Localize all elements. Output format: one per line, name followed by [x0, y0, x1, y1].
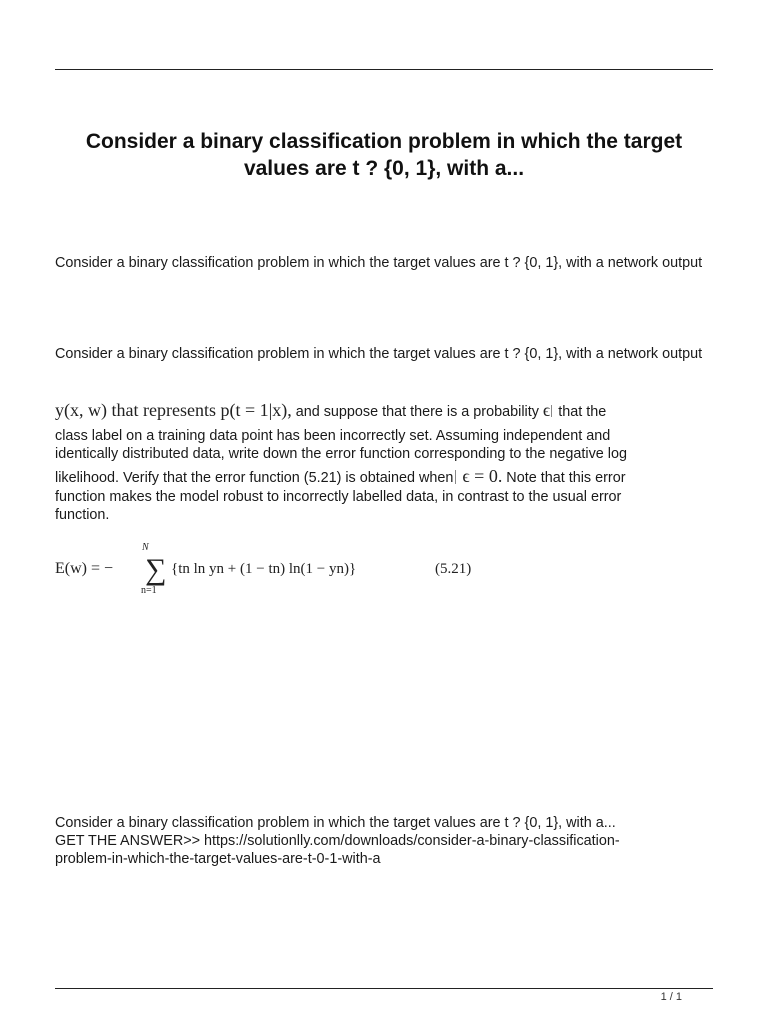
intro-paragraph: Consider a binary classification problem in which the target values are t ? {0, 1}, with a network output [55, 255, 703, 271]
question-line-4 [55, 466, 625, 487]
question-line-4a: likelihood. Verify that the error function (5.21) is obtained when [55, 470, 454, 486]
summation-sign: ∑ [145, 553, 167, 586]
equation-5-21-image [55, 540, 495, 596]
answer-title-line: Consider a binary classification problem in which the target values are t ? {0, 1}, with a... [55, 815, 616, 831]
question-text-a: and suppose that there is a probability [291, 404, 543, 420]
answer-link-line-2[interactable]: problem-in-which-the-target-values-are-t-0-1-with-a [55, 851, 381, 867]
output-formula-image: y(x, w) that represents p(t = 1|x), [55, 400, 292, 420]
summation-upper-limit: N [142, 542, 149, 553]
question-text-b: that the [558, 404, 607, 420]
document-title: Consider a binary classification problem in which the target values are t ? {0, 1}, with a... [85, 130, 683, 180]
question-line-1 [55, 400, 606, 421]
equation-lhs: E(w) = − [55, 560, 114, 577]
question-line-4b: Note that this error [502, 470, 626, 486]
summation-lower-limit: n=1 [141, 585, 157, 596]
page-indicator: 1 / 1 [660, 991, 682, 1003]
answer-block [55, 814, 715, 868]
equation-number: (5.21) [435, 561, 472, 577]
equation-body: {tn ln yn + (1 − tn) ln(1 − yn)} [171, 561, 357, 577]
epsilon-zero-formula-image: ϵ = 0. [462, 466, 503, 486]
answer-link-line-1[interactable]: GET THE ANSWER>> https://solutionlly.com/downloads/consider-a-binary-classification- [55, 833, 620, 849]
question-line-5: function makes the model robust to incorrectly labelled data, in contrast to the usual error [55, 489, 622, 505]
question-intro-paragraph: Consider a binary classification problem in which the target values are t ? {0, 1}, with a network output [55, 346, 703, 362]
header-rule [55, 69, 713, 70]
question-line-3: identically distributed data, write down the error function corresponding to the negative log [55, 446, 627, 462]
question-line-6: function. [55, 507, 110, 523]
footer-rule [55, 988, 713, 989]
epsilon-formula-image: ϵ [542, 400, 551, 420]
question-line-2: class label on a training data point has been incorrectly set. Assuming independent and [55, 428, 611, 444]
